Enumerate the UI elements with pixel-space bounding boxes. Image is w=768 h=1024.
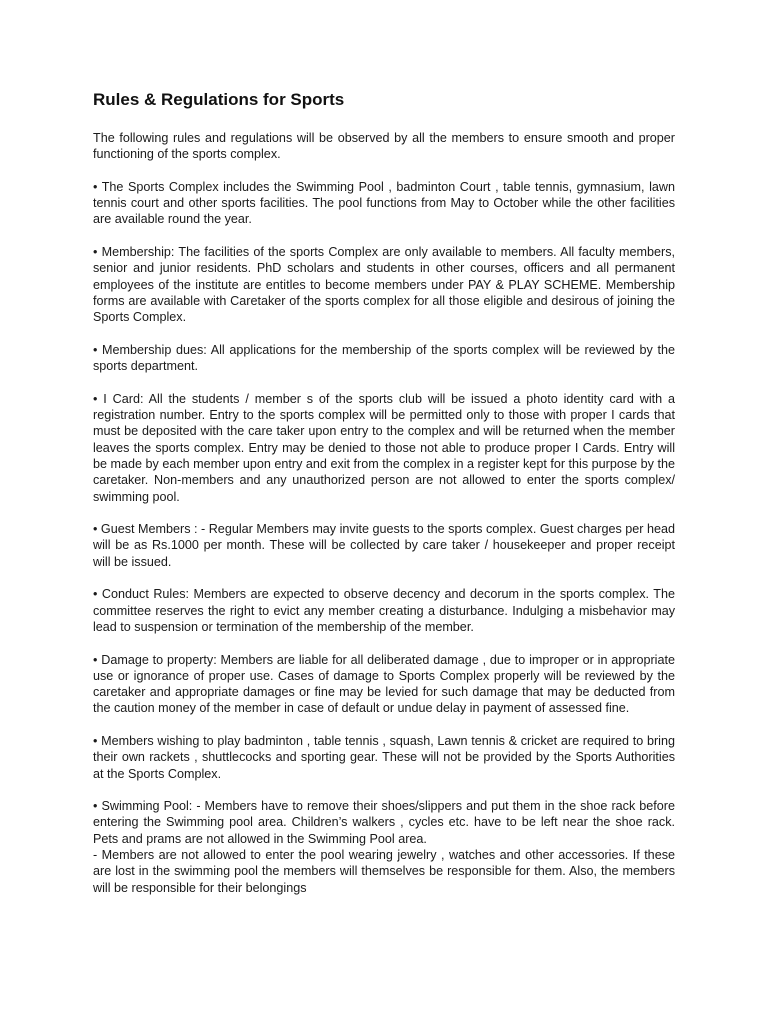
page-title: Rules & Regulations for Sports bbox=[93, 90, 345, 109]
rule-sports-complex: • The Sports Complex includes the Swimming Pool , badminton Court , table tennis, gymnasium, lawn tennis court and other sports facilities. The pool functions from May to October while the other facilities are available round the year. bbox=[93, 179, 675, 227]
rule-damage-to-property: • Damage to property: Members are liable for all deliberated damage , due to improper or in appropriate use or ignorance of proper use. Cases of damage to Sports Complex properly will be reviewed by the caretaker and appropriate damages or fine may be levied for such damage that may be deducted from the caution money of the member in case of default or undue delay in payment of assessed fine. bbox=[93, 652, 675, 716]
swimming-pool-accessories-text: - Members are not allowed to enter the pool wearing jewelry , watches and other accessories. If these are lost in the swimming pool the members will themselves be responsible for them. Also, the members will be responsible for their belongings bbox=[93, 848, 675, 895]
swimming-pool-text: • Swimming Pool: - Members have to remove their shoes/slippers and put them in the shoe rack before entering the Swimming pool area. Children’s walkers , cycles etc. have to be left near the shoe rack. Pets and prams are not allowed in the Swimming Pool area. bbox=[93, 799, 675, 846]
rule-i-card: • I Card: All the students / member s of the sports club will be issued a photo identity card with a registration number. Entry to the sports complex will be permitted only to those with proper I cards that must be deposited with the care taker upon entry to the complex and will be returned when the member leaves the sports complex. Entry may be denied to those not able to produce proper I Cards. Entry will be made by each member upon entry and exit from the complex in a register kept for this purpose by the caretaker. Non-members and any unauthorized person are not allowed to enter the sports complex/ swimming pool. bbox=[93, 391, 675, 504]
rule-conduct: • Conduct Rules: Members are expected to observe decency and decorum in the sports complex. The committee reserves the right to evict any member creating a disturbance. Indulging a misbehavior may lead to suspension or termination of the membership of the member. bbox=[93, 587, 675, 634]
intro-paragraph: The following rules and regulations will be observed by all the members to ensure smooth and proper functioning of the sports complex. bbox=[93, 131, 675, 162]
rule-membership: • Membership: The facilities of the sports Complex are only available to members. All faculty members, senior and junior residents. PhD scholars and students in other courses, officers and all permanent employees of the institute are entitles to become members under PAY & PLAY SCHEME. Membership forms are available with Caretaker of the sports complex for all those eligible and desirous of joining the Sports Complex. bbox=[93, 245, 675, 325]
rule-sporting-gear: • Members wishing to play badminton , table tennis , squash, Lawn tennis & cricket are required to bring their own rackets , shuttlecocks and sporting gear. These will not be provided by the Sports Authorities at the Sports Complex. bbox=[93, 733, 675, 781]
document-page bbox=[93, 88, 675, 896]
rule-membership-dues: • Membership dues: All applications for the membership of the sports complex will be reviewed by the sports department. bbox=[93, 342, 675, 374]
rule-guest-members: • Guest Members : - Regular Members may invite guests to the sports complex. Guest charges per head will be as Rs.1000 per month. These will be collected by care taker / housekeeper and proper receipt will be issued. bbox=[93, 522, 675, 569]
rule-swimming-pool bbox=[93, 798, 675, 896]
